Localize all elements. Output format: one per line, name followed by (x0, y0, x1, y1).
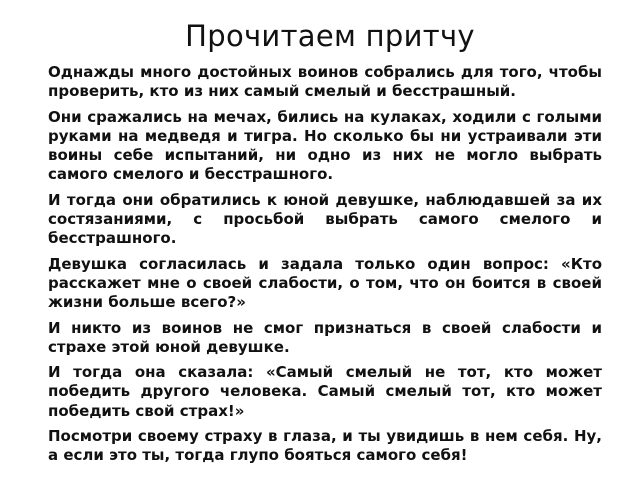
paragraph: Девушка согласилась и задала только один вопрос: «Кто расскажет мне о своей слабости, о том, что он боится в своей жизни больше всего?» (48, 254, 602, 312)
paragraph: И тогда она сказала: «Самый смелый не тот, кто может победить другого человека. Самый смелый тот, кто может победить свой страх!» (48, 363, 602, 420)
paragraph: И никто из воинов не смог признаться в своей слабости и страхе этой юной девушке. (48, 318, 602, 356)
paragraph: Они сражались на мечах, бились на кулаках, ходили с голыми руками на медведя и тигра. Но сколько бы ни устраивали эти воины себе испытаний, ни одно из них не могло выбрать самого смелого и бесстрашного. (48, 107, 602, 184)
slide-title: Прочитаем притчу (185, 19, 475, 53)
paragraph: И тогда они обратились к юной девушке, наблюдавшей за их состязаниями, с просьбой выбрать самого смелого и бесстрашного. (48, 190, 602, 248)
paragraph: Посмотри своему страху в глаза, и ты увидишь в нем себя. Ну, а если это ты, тогда глупо бояться самого себя! (48, 427, 602, 465)
paragraph: Однажды много достойных воинов собрались для того, чтобы проверить, кто из них самый смелый и бесстрашный. (48, 63, 602, 101)
parable-text (48, 63, 602, 466)
